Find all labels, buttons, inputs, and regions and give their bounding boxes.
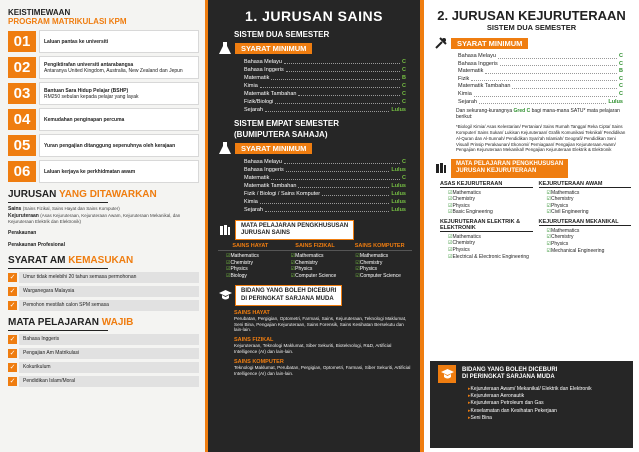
jurusan-item: Sains (Sains Fizikal, Sains Hayat dan Sains Komputer) bbox=[8, 206, 120, 212]
feature-number: 02 bbox=[8, 57, 36, 78]
check-icon: ✓ bbox=[9, 288, 16, 295]
subjects-list bbox=[424, 53, 639, 106]
feature-item bbox=[8, 108, 199, 131]
bidang-list: SAINS HAYAT Perubatan, Pergigian, Optometri, Farmasi, Sains, Kejuruteraan, Teknologi Maklumat, Seni Bina, Pengajian Kejuruteraan, Sains Forensik, Sains Kesihatan Bersekutu dan lain-lain. SAINS FIZIKAL Kejuruteraan, Teknologi Maklumat, Siber Sekuriti, Bioteknologi, R&D, Artificial Intelligence (AI) dan lain-lain. SAINS KOMPUTER Teknologi Maklumat, Perubatan, Pergigian, Optometri, Farmasi, Siber Sekuriti, Artificial Intelligence (AI) dan lain-lain. bbox=[234, 309, 411, 376]
books-icon bbox=[218, 223, 232, 237]
subject-row: Bahasa Inggeris C bbox=[458, 60, 623, 67]
feature-subtext: Antaranya United Kingdom, Australia, New Zealand dan Jepun bbox=[44, 67, 183, 74]
keistimewaan-title: KEISTIMEWAAN bbox=[8, 8, 71, 17]
spec-column: KEJURUTERAAN MEKANIKAL ☑ Mathematics ☑ Chemistry ☑ Physics ☑ Mechanical Engineering bbox=[539, 219, 632, 260]
feature-text: Yuran pengajian ditanggung sepenuhnya oleh kerajaan bbox=[44, 142, 176, 149]
sistem-dua-semester: SISTEM DUA SEMESTER bbox=[486, 23, 577, 32]
jurusan-item: Perakaunan bbox=[8, 229, 37, 236]
subject-row: Matematik Tambahan C bbox=[244, 91, 406, 97]
jurusan-heading: JURUSAN YANG DITAWARKAN bbox=[8, 189, 157, 200]
feature-number: 05 bbox=[8, 135, 36, 156]
subject-row: Matematik Tambahan C bbox=[458, 83, 623, 90]
feature-item bbox=[8, 56, 199, 79]
feature-number: 04 bbox=[8, 109, 36, 130]
subject-row: Fizik/Biologi C bbox=[244, 99, 406, 105]
tools-icon bbox=[434, 36, 448, 50]
specialisation-columns bbox=[218, 243, 412, 279]
sistem-dua-semester: SISTEM DUA SEMESTER bbox=[234, 30, 330, 39]
wajib-heading: MATA PELAJARAN WAJIB bbox=[8, 316, 134, 328]
flask-icon bbox=[218, 141, 232, 155]
bumiputera-sahaja: (BUMIPUTERA SAHAJA) bbox=[234, 130, 328, 139]
subject-row: Fizik / Biologi / Sains Komputer Lulus bbox=[244, 191, 406, 197]
jurusan-item: Perakaunan Profesional bbox=[8, 242, 65, 248]
panel-keistimewaan bbox=[0, 0, 205, 452]
subject-row: Sejarah Lulus bbox=[244, 207, 406, 213]
feature-text: Laluan pantas ke universiti bbox=[44, 38, 109, 45]
graduation-cap-icon bbox=[438, 365, 456, 383]
check-icon: ✓ bbox=[9, 350, 16, 357]
bidang-list: ▸ Kejuruteraan Awam/ Mekanikal/ Elektrik dan Elektronik ▸ Kejuruteraan Aeronautik ▸ Kejuruteraan Petroleum dan Gas ▸ Keselamatan dan Kesihatan Pekerjaan ▸ Seni Bina bbox=[430, 386, 633, 422]
panel-jurusan-kejuruteraan bbox=[424, 0, 639, 452]
subject-row: Bahasa Inggeris C bbox=[244, 67, 406, 73]
subject-row: Sejarah Lulus bbox=[458, 98, 623, 105]
subject-row: Matematik B bbox=[244, 75, 406, 81]
feature-subtext: RM250 sebulan kepada pelajar yang layak bbox=[44, 93, 139, 100]
subject-row: Kimia C bbox=[458, 90, 623, 97]
subject-row: Sejarah Lulus bbox=[244, 107, 406, 113]
spec-column: KEJURUTERAAN ELEKTRIK & ELEKTRONIK ☑ Mathematics ☑ Chemistry ☑ Physics ☑ Electrical & Electronic Engineering bbox=[440, 219, 533, 260]
jurusan-item: Kejuruteraan (Asas Kejuruteraan, Kejuruteraan Awam, Kejuruteraan Mekanikal, dan Kejuruteraan Elektrik dan Elektronik) bbox=[8, 212, 181, 224]
specialisation-grid bbox=[440, 181, 631, 261]
feature-text: Pengiktirafan universiti antarabangsa bbox=[44, 61, 134, 68]
gred-note: Dan sekurang-kurangnya Gred C bagi mana-mana SATU* mata pelajaran berikut: bbox=[456, 108, 620, 121]
subject-row: Matematik Tambahan Lulus bbox=[244, 183, 406, 189]
feature-list bbox=[8, 30, 199, 183]
program-title: PROGRAM MATRIKULASI KPM bbox=[8, 17, 127, 26]
feature-number: 03 bbox=[8, 83, 36, 104]
elective-list: *Biologi/ Kimia/ Asas Kelestarian/ Pertanian/ Sains Rumah Tangga/ Reka Cipta/ Sains Komputer/ Sains Sukan/ Lukisan Kejuruteraan/ Grafik Komunikasi Teknikal/ Pendidikan Al-Quran dan Al-Sunnah/ Pendidikan Syari'ah Islamiah/ Geografi/ Pendidikan Seni Visual/ Prinsip Perakaunan/ Ekonomi/ Perniagaan/ Pengajian Kejuruteraan Awam/ Pengajian Kejuruteraan Mekanikal/ Pengajian Kejuruteraan Elektrik & Elektronik bbox=[456, 124, 626, 153]
subjects-list-2 bbox=[208, 158, 420, 214]
subject-row: Bahasa Melayu C bbox=[244, 59, 406, 65]
subject-row: Bahasa Melayu C bbox=[244, 159, 406, 165]
subject-row: Bahasa Melayu C bbox=[458, 53, 623, 59]
spec-column: SAINS KOMPUTER ☑ Mathematics ☑ Chemistry ☑ Physics ☑ Computer Science bbox=[347, 243, 412, 279]
divider bbox=[8, 202, 108, 203]
spec-column: ASAS KEJURUTERAAN ☑ Mathematics ☑ Chemistry ☑ Physics ☑ Basic Engineering bbox=[440, 181, 533, 216]
feature-number: 01 bbox=[8, 31, 36, 52]
feature-text: Laluan kerjaya ke perkhidmatan awam bbox=[44, 168, 136, 175]
spec-column: KEJURUTERAAN AWAM ☑ Mathematics ☑ Chemistry ☑ Physics ☑ Civil Engineering bbox=[539, 181, 632, 216]
wajib-item: ✓ Kokurikulum bbox=[8, 362, 199, 373]
feature-text: Kemudahan penginapan percuma bbox=[44, 116, 125, 123]
bidang-box bbox=[430, 361, 633, 448]
spec-column: SAINS FIZIKAL ☑ Mathematics ☑ Chemistry ☑ Physics ☑ Computer Science bbox=[283, 243, 348, 279]
panel-jurusan-sains bbox=[208, 0, 420, 452]
syarat-minimum-label: SYARAT MINIMUM bbox=[235, 43, 312, 54]
check-icon: ✓ bbox=[9, 378, 16, 385]
flask-icon bbox=[218, 41, 232, 55]
syarat-item: ✓ Warganegara Malaysia bbox=[8, 286, 199, 297]
wajib-item: ✓ Bahasa Inggeris bbox=[8, 334, 199, 345]
feature-item bbox=[8, 30, 199, 53]
mp-khusus-label: MATA PELAJARAN PENGKHUSUSAN JURUSAN SAINS bbox=[235, 220, 354, 240]
check-icon: ✓ bbox=[9, 336, 16, 343]
feature-item bbox=[8, 160, 199, 183]
subjects-list-1 bbox=[208, 58, 420, 114]
feature-text: Bantuan Sara Hidup Pelajar (BSHP) bbox=[44, 87, 129, 94]
check-icon: ✓ bbox=[9, 274, 16, 281]
books-icon bbox=[434, 161, 448, 175]
sistem-empat-semester: SISTEM EMPAT SEMESTER bbox=[234, 119, 340, 128]
kejuruteraan-title: 2. JURUSAN KEJURUTERAAN bbox=[437, 8, 626, 23]
feature-number: 06 bbox=[8, 161, 36, 182]
spec-column: SAINS HAYAT ☑ Mathematics ☑ Chemistry ☑ Physics ☑ Biology bbox=[218, 243, 283, 279]
subject-row: Bahasa Inggeris Lulus bbox=[244, 167, 406, 173]
syarat-heading: SYARAT AM KEMASUKAN bbox=[8, 254, 134, 266]
check-icon: ✓ bbox=[9, 302, 16, 309]
subject-row: Fizik C bbox=[458, 75, 623, 82]
feature-item bbox=[8, 82, 199, 105]
divider bbox=[8, 330, 108, 331]
feature-item bbox=[8, 134, 199, 157]
syarat-minimum-label: SYARAT MINIMUM bbox=[451, 38, 528, 49]
wajib-item: ✓ Pengajian Am Matrikulasi bbox=[8, 348, 199, 359]
divider bbox=[8, 268, 108, 269]
syarat-item: ✓ Pemohon mestilah calon SPM semasa bbox=[8, 300, 199, 311]
subject-row: Kimia Lulus bbox=[244, 199, 406, 205]
subject-row: Matematik C bbox=[244, 175, 406, 181]
syarat-item: ✓ Umur tidak melebihi 20 tahun semasa permohonan bbox=[8, 272, 199, 283]
check-icon: ✓ bbox=[9, 364, 16, 371]
subject-row: Matematik B bbox=[458, 68, 623, 75]
wajib-item: ✓ Pendidikan Islam/Moral bbox=[8, 376, 199, 387]
sains-title: 1. JURUSAN SAINS bbox=[245, 8, 383, 24]
mp-khusus-label: MATA PELAJARAN PENGKHUSUSAN JURUSAN KEJURUTERAAN bbox=[451, 159, 568, 177]
jurusan-list bbox=[8, 206, 199, 249]
subject-row: Kimia C bbox=[244, 83, 406, 89]
bidang-label: BIDANG YANG BOLEH DICEBURI DI PERINGKAT SARJANA MUDA bbox=[235, 285, 342, 305]
graduation-cap-icon bbox=[218, 289, 232, 303]
syarat-minimum-label: SYARAT MINIMUM bbox=[235, 143, 312, 154]
bidang-label: BIDANG YANG BOLEH DICEBURI DI PERINGKAT SARJANA MUDA bbox=[462, 366, 558, 380]
